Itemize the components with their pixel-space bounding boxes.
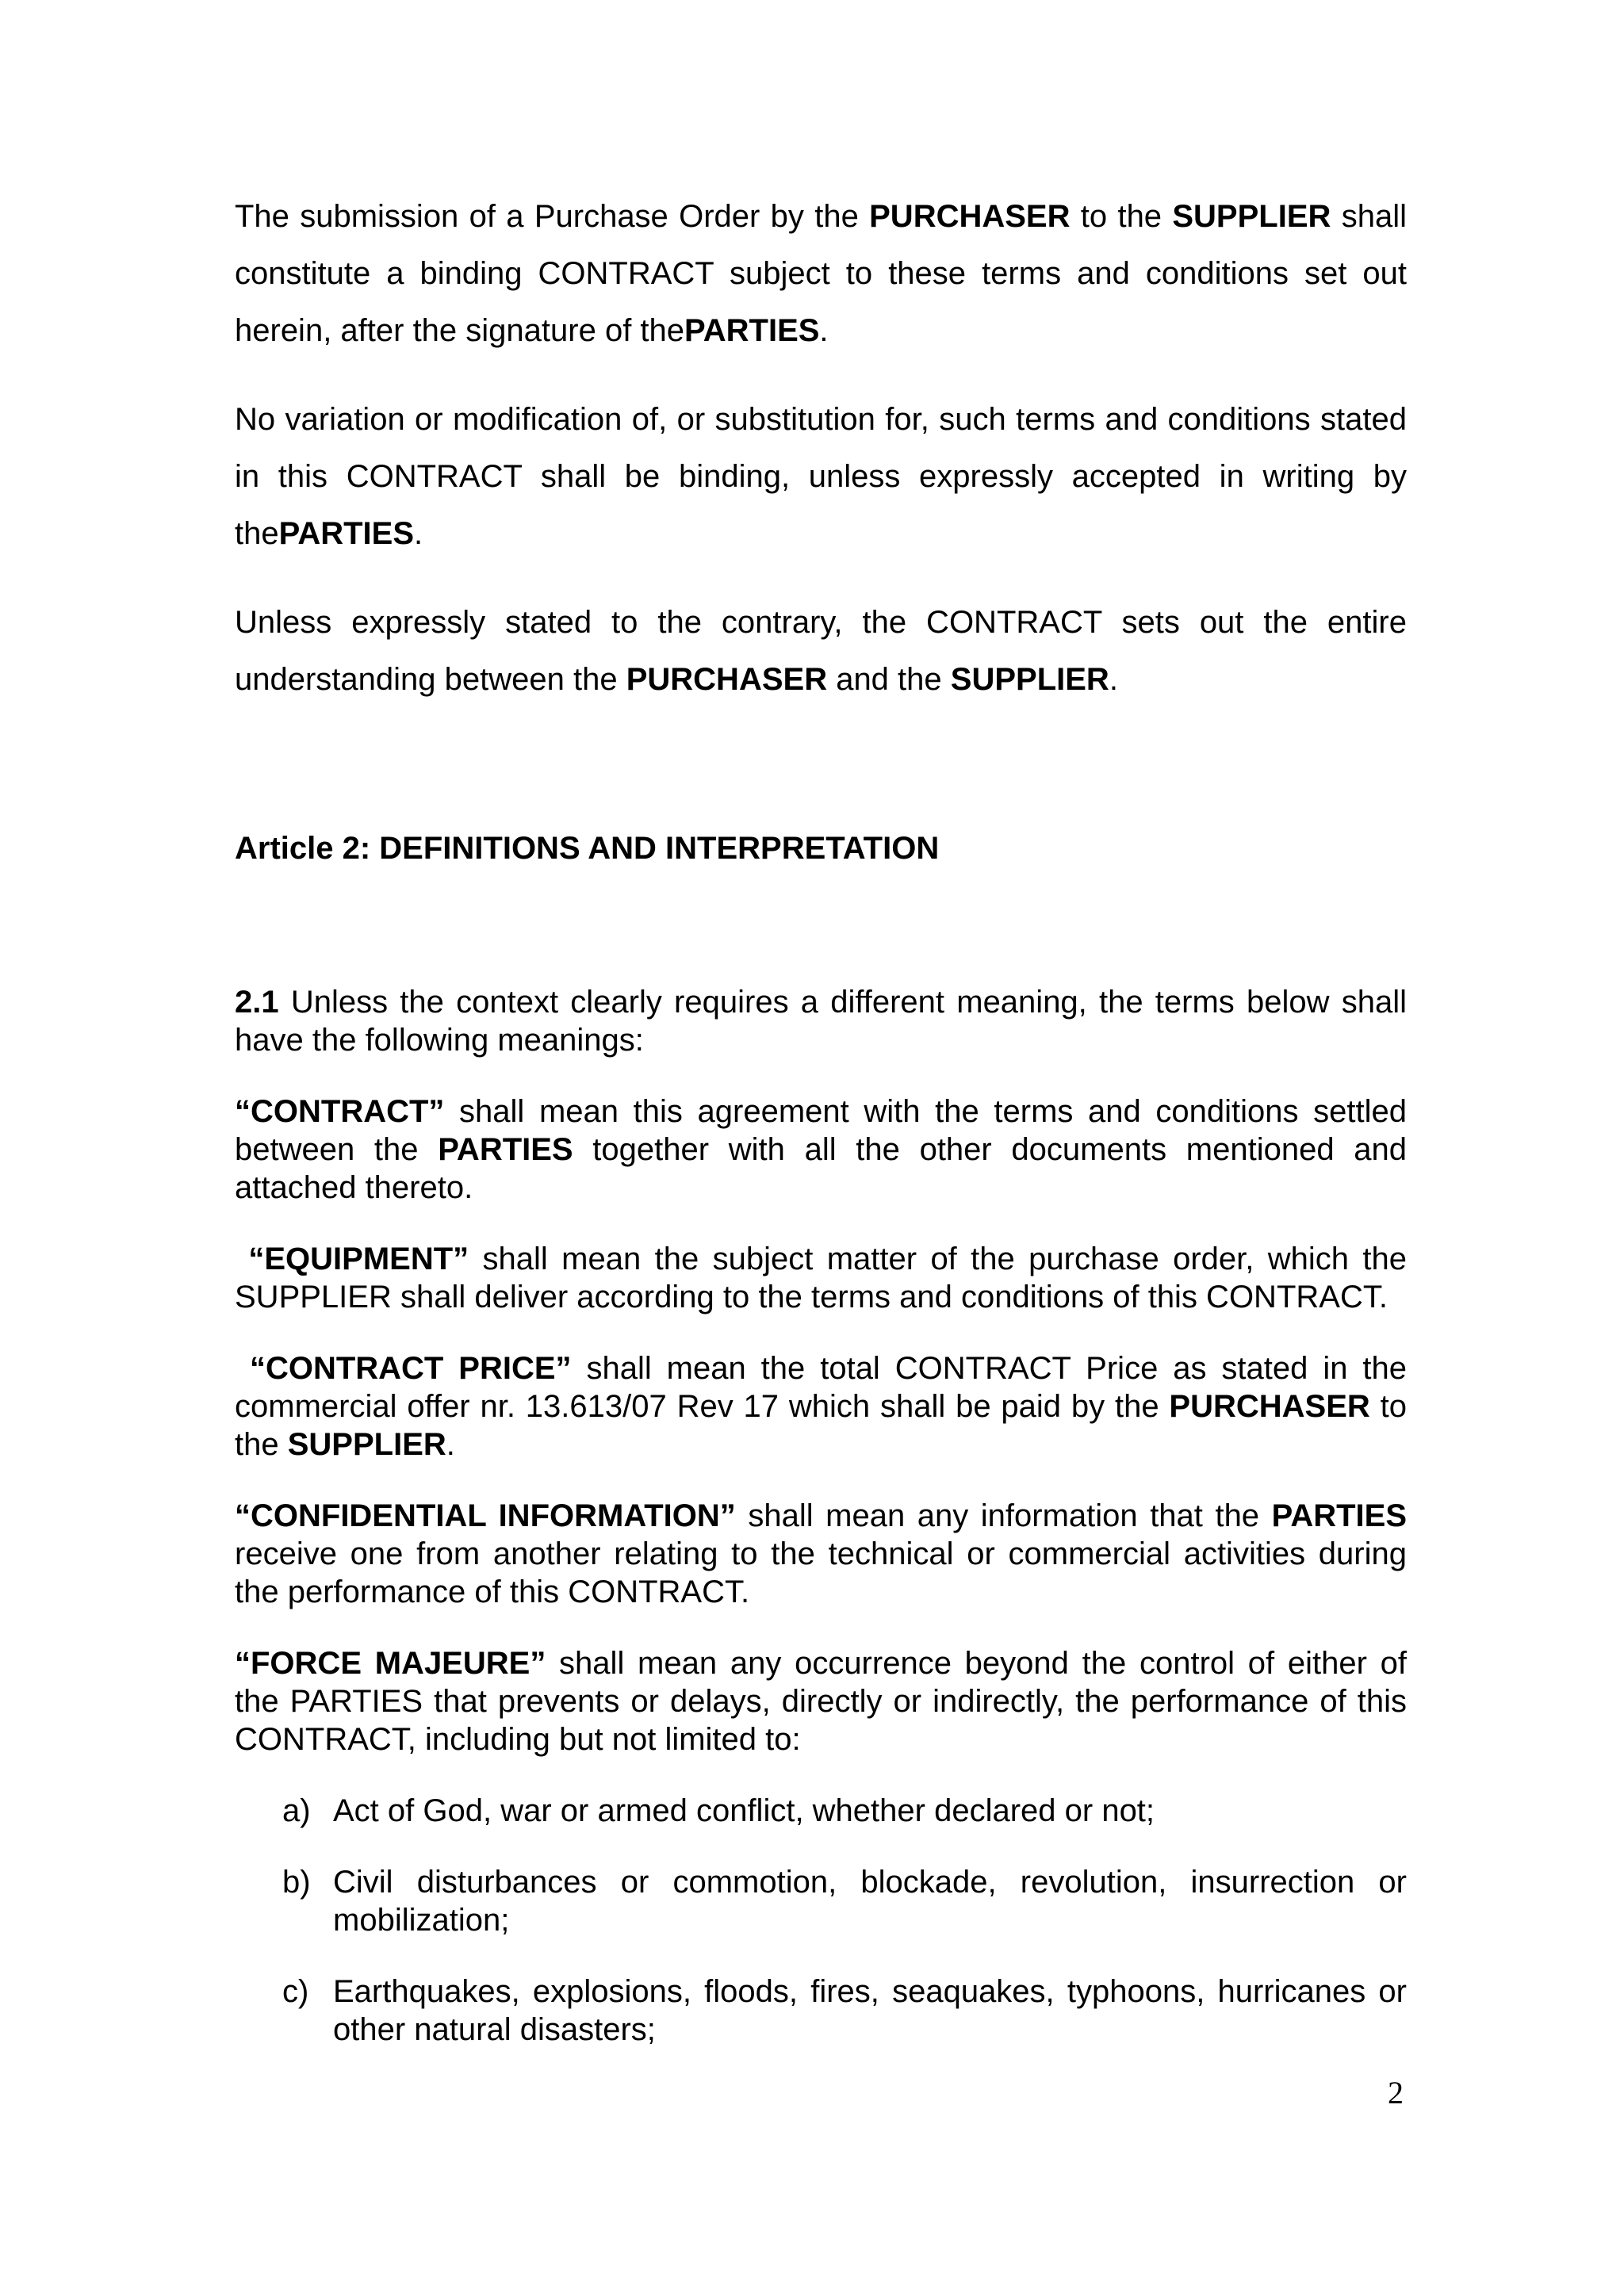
text-run: The submission of a Purchase Order by the bbox=[235, 199, 870, 234]
text-run: shall mean the total CONTRACT Price as stated in the commercial offer nr. 13.613/07 Rev 17 which shall be paid by the bbox=[235, 1351, 1407, 1424]
bold-term: PURCHASER bbox=[869, 199, 1071, 234]
text-run: shall mean this agreement with the terms and conditions settled between the bbox=[235, 1094, 1407, 1167]
list-item bbox=[235, 1973, 1407, 2049]
list-item-text: Act of God, war or armed conflict, whether declared or not; bbox=[333, 1793, 1155, 1828]
text-run: shall mean any information that the bbox=[735, 1498, 1272, 1533]
bold-term: PARTIES bbox=[1271, 1498, 1407, 1533]
clause-number: 2.1 bbox=[235, 985, 279, 1020]
page-content bbox=[235, 0, 1407, 2049]
list-item-text: Civil disturbances or commotion, blockade, revolution, insurrection or mobilization; bbox=[333, 1865, 1407, 1938]
article-heading: Article 2: DEFINITIONS AND INTERPRETATION bbox=[235, 831, 940, 866]
definition-confidential-information bbox=[235, 1497, 1407, 1611]
bold-term: PURCHASER bbox=[626, 662, 828, 697]
text-run: No variation or modification of, or substitution for, such terms and conditions stated in this CONTRACT shall be binding, unless expressly accepted in writing by the bbox=[235, 402, 1407, 551]
bold-term: SUPPLIER bbox=[1172, 199, 1331, 234]
text-run: together with all the other documents mentioned and attached thereto. bbox=[235, 1132, 1408, 1205]
defined-term: “CONTRACT PRICE” bbox=[249, 1351, 572, 1386]
text-run: shall mean the subject matter of the purchase order, which the SUPPLIER shall deliver according to the terms and conditions of this CONTRACT. bbox=[235, 1242, 1407, 1314]
bold-term: PURCHASER bbox=[1169, 1389, 1370, 1424]
text-run: Unless expressly stated to the contrary, the CONTRACT sets out the entire understanding between the bbox=[235, 605, 1407, 697]
intro-paragraph-1 bbox=[235, 188, 1407, 359]
intro-paragraph-3 bbox=[235, 594, 1407, 708]
text-run: . bbox=[819, 313, 829, 348]
defined-term: “CONFIDENTIAL INFORMATION” bbox=[235, 1498, 736, 1533]
bold-term: SUPPLIER bbox=[950, 662, 1109, 697]
text-run: Unless the context clearly requires a different meaning, the terms below shall have the following meanings: bbox=[235, 985, 1407, 1058]
list-marker: c) bbox=[282, 1974, 309, 2009]
text-run: shall mean any occurrence beyond the control of either of the PARTIES that prevents or delays, directly or indirectly, the performance of this CONTRACT, including but not limited to: bbox=[235, 1646, 1407, 1757]
text-run: . bbox=[1109, 662, 1118, 697]
list-item bbox=[235, 1863, 1407, 1939]
list-marker: b) bbox=[282, 1865, 311, 1900]
intro-paragraph-2 bbox=[235, 391, 1407, 562]
definition-contract bbox=[235, 1093, 1407, 1207]
text-run: to the bbox=[1070, 199, 1173, 234]
list-marker: a) bbox=[282, 1793, 311, 1828]
text-run: and the bbox=[827, 662, 951, 697]
bold-term: SUPPLIER bbox=[287, 1427, 446, 1462]
defined-term: “EQUIPMENT” bbox=[248, 1242, 469, 1276]
defined-term: “CONTRACT” bbox=[235, 1094, 445, 1129]
list-item bbox=[235, 1792, 1407, 1830]
bold-term: PARTIES bbox=[684, 313, 820, 348]
page-number: 2 bbox=[1388, 2075, 1404, 2110]
list-item-text: Earthquakes, explosions, floods, fires, seaquakes, typhoons, hurricanes or other natural disasters; bbox=[333, 1974, 1407, 2047]
text-run: shall constitute a binding CONTRACT subject to these terms and conditions set out herein, after the signature of the bbox=[235, 199, 1407, 348]
text-run: to the bbox=[235, 1389, 1407, 1462]
text-run: . bbox=[446, 1427, 455, 1462]
definition-equipment bbox=[235, 1240, 1407, 1316]
text-run: receive one from another relating to the technical or commercial activities during the performance of this CONTRACT. bbox=[235, 1536, 1407, 1609]
definition-contract-price bbox=[235, 1349, 1407, 1464]
defined-term: “FORCE MAJEURE” bbox=[235, 1646, 546, 1681]
bold-term: PARTIES bbox=[278, 516, 414, 551]
text-run: . bbox=[414, 516, 423, 551]
bold-term: PARTIES bbox=[438, 1132, 573, 1167]
definition-force-majeure bbox=[235, 1644, 1407, 1758]
clause-2-1 bbox=[235, 983, 1407, 1059]
